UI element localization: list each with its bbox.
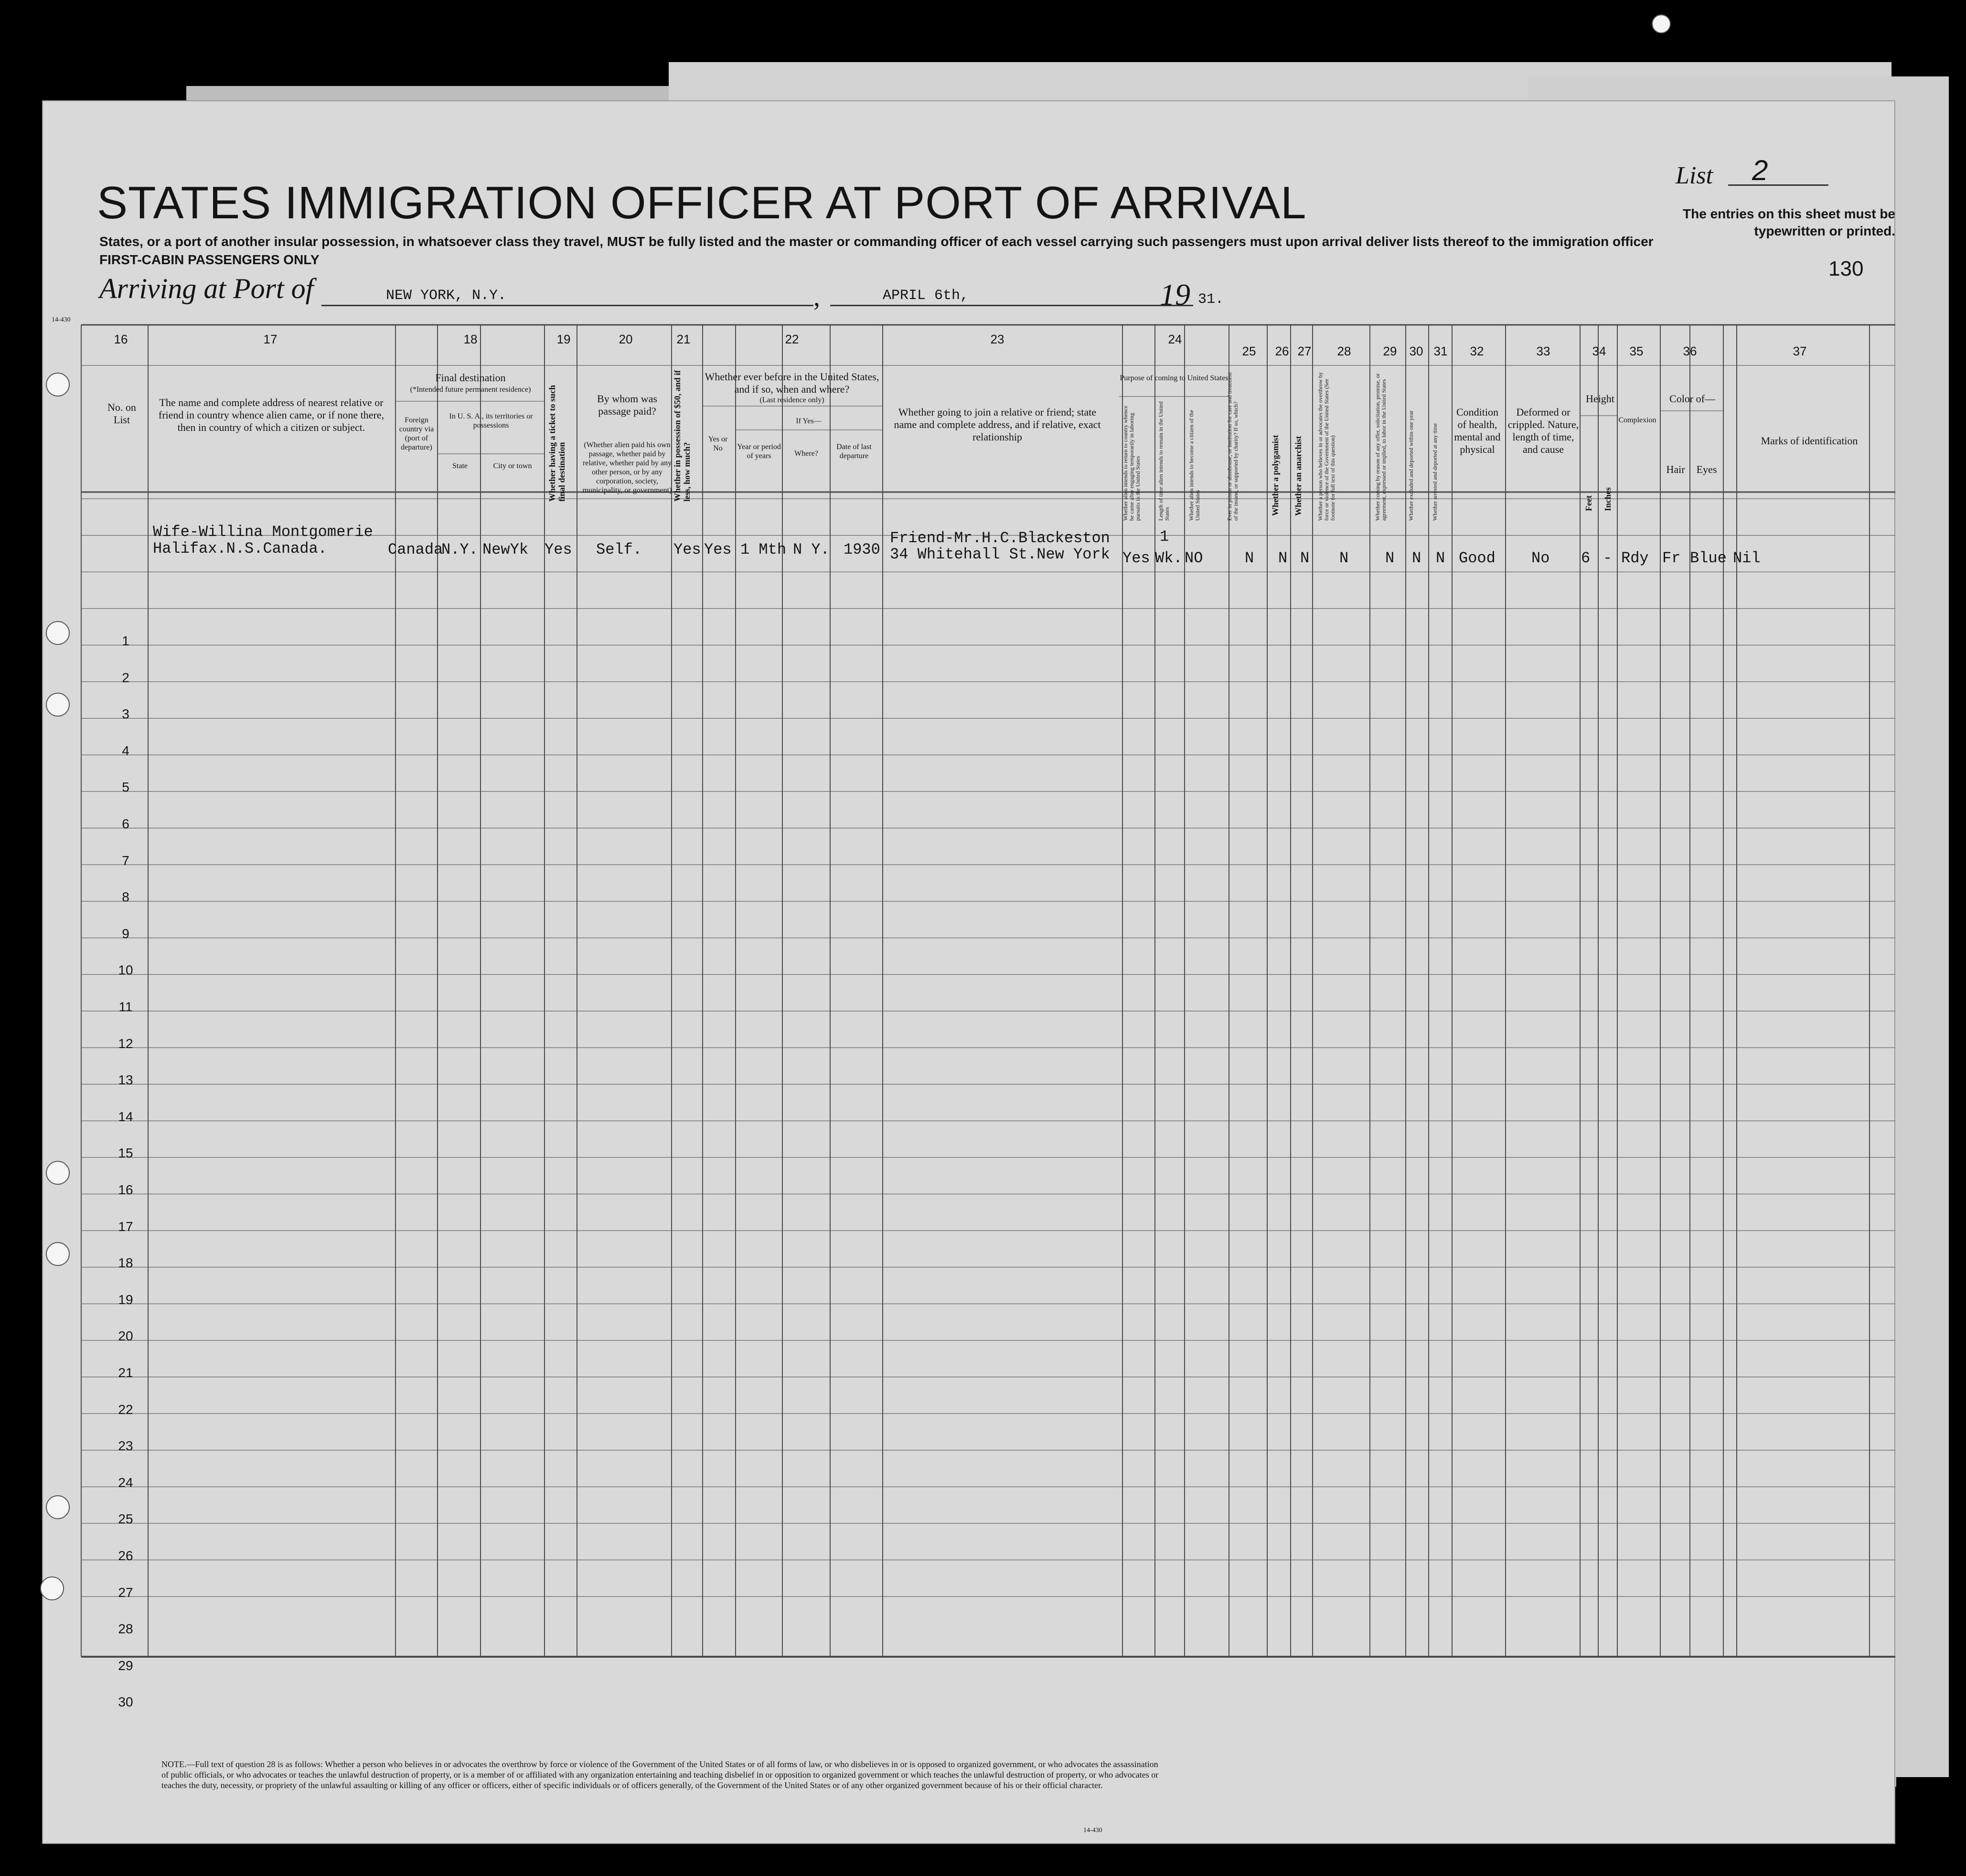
header-ever-before-note: (Last residence only) xyxy=(759,396,824,404)
row-number: 3 xyxy=(122,707,129,722)
row-number: 17 xyxy=(118,1219,133,1234)
binder-hole xyxy=(46,1161,70,1185)
row-number: 27 xyxy=(118,1585,133,1600)
entries-note: The entries on this sheet must be typewritten or printed. xyxy=(1683,206,1895,238)
form-code-top: 14-430 xyxy=(52,316,71,323)
row-number: 15 xyxy=(118,1146,133,1161)
header-height: Height xyxy=(1586,393,1614,405)
header-overthrow: Whether a person who believes in or advocates the overthrow by force or violence of the Government of the United States (See footnote for full text of this question) xyxy=(1317,372,1336,521)
header-deformed: Deformed or crippled. Nature, length of time, and cause xyxy=(1507,406,1579,455)
port-value: NEW YORK, N.Y. xyxy=(386,288,507,304)
col-num-34: 34 xyxy=(1592,344,1606,358)
date-value: APRIL 6th, xyxy=(883,288,969,304)
entry-paid-by: Self. xyxy=(596,541,642,558)
header-labor-offer: Whether coming by reason of any offer, solicitation, promise, or agreement, expressed or implied, to labor in the United States xyxy=(1374,373,1387,521)
col-num-32: 32 xyxy=(1470,344,1484,358)
col-num-26: 26 xyxy=(1275,344,1289,358)
entry-joining-line2: 34 Whitehall St.New York xyxy=(890,546,1110,563)
entry-before-in-us: Yes xyxy=(704,541,732,558)
header-complexion: Complexion xyxy=(1618,416,1656,424)
header-marks: Marks of identification xyxy=(1761,435,1858,447)
row-number: 12 xyxy=(118,1036,133,1051)
list-number: 2 xyxy=(1752,154,1768,186)
col-num-22: 22 xyxy=(785,332,799,346)
header-purpose: Purpose of coming to United States xyxy=(1120,374,1229,382)
row-number: 29 xyxy=(118,1658,133,1673)
entry-return-intent: Yes xyxy=(1122,549,1150,567)
year-suffix: 31. xyxy=(1198,291,1224,308)
col-num-28: 28 xyxy=(1337,344,1351,358)
entry-hair: Fr xyxy=(1662,549,1681,567)
entry-arrested: N xyxy=(1436,549,1445,567)
row-number: 24 xyxy=(118,1475,133,1490)
header-final-destination-note: (*Intended future permanent residence) xyxy=(410,386,531,394)
header-joining: Whether going to join a relative or friend; state name and complete address, and if relative, exact relationship xyxy=(894,406,1101,443)
col-num-30: 30 xyxy=(1409,344,1423,358)
arriving-label: Arriving at Port of xyxy=(99,273,314,304)
header-arrested: Whether arrested and deported at any time xyxy=(1432,423,1438,521)
row-number: 20 xyxy=(118,1329,133,1344)
header-anarchist: Whether an anarchist xyxy=(1293,436,1303,516)
year-prefix: 19 xyxy=(1160,278,1190,311)
row-number: 5 xyxy=(122,780,129,795)
entry-ticket: Yes xyxy=(545,541,572,558)
row-number: 19 xyxy=(118,1292,133,1307)
header-if-yes: If Yes— xyxy=(796,417,822,425)
list-label: List xyxy=(1676,162,1713,189)
header-citizen-intent: Whether alien intends to become a citizen of the United States xyxy=(1188,410,1201,521)
entry-citizen-intent: NO xyxy=(1185,549,1203,567)
row-number: 1 xyxy=(122,633,129,648)
col-num-25: 25 xyxy=(1242,344,1256,358)
entry-polygamist: N xyxy=(1278,549,1288,567)
header-ticket: Whether having a ticket to such final destination xyxy=(547,385,566,502)
col-num-33: 33 xyxy=(1536,344,1550,358)
row-number: 13 xyxy=(118,1072,133,1088)
footnote: NOTE.—Full text of question 28 is as follows: Whether a person who believes in or advocates the overthrow by force or violence of the Government of the United States or of all forms of law, or who disbelieves in or is opposed to organized government, or who advocates the assassination of public officials, or who advocates or teaches the unlawful destruction of property, or is a member of or affiliated with any organization entertaining and teaching disbelief in or opposition to organized government or which teaches the unlawful destruction of property, or who advocates or teaches the duty, necessity, or propriety of the unlawful assaulting or killing of any officer or officers, either of specific individuals or of officers generally, of the Government of the United States or of any other organized government because of his or their official character. xyxy=(161,1759,1159,1790)
row-number: 25 xyxy=(118,1512,133,1527)
entry-marks: Nil xyxy=(1733,549,1761,567)
entry-period: 1 Mth xyxy=(740,541,787,558)
row-number: 4 xyxy=(122,743,129,758)
entry-overthrow: N xyxy=(1339,549,1349,567)
col-num-19: 19 xyxy=(556,332,571,346)
header-date-departure: Date of last departure xyxy=(836,443,872,460)
col-num-18: 18 xyxy=(463,332,478,346)
row-number: 14 xyxy=(118,1109,133,1124)
header-relative-address: The name and complete address of nearest relative or friend in country whence alien came, or if none there, then in country of which a citizen or subject. xyxy=(158,397,385,433)
header-return-intent: Whether alien intends to return to country whence he came after engaging temporarily in laboring pursuits in the United States xyxy=(1122,406,1141,521)
instruction-line: States, or a port of another insular possession, in whatsoever class they travel, MUST be fully listed and the master or commanding officer of each vessel carrying such passengers must upon arrival deliver lists thereof to the immigration officer xyxy=(99,234,1654,249)
row-number: 7 xyxy=(122,853,129,868)
binder-hole xyxy=(46,621,70,645)
header-inches: Inches xyxy=(1603,487,1613,511)
header-eyes: Eyes xyxy=(1696,463,1717,475)
row-number: 9 xyxy=(122,926,129,941)
header-money: Whether in possession of $50, and if less, how much? xyxy=(673,370,692,502)
col-num-31: 31 xyxy=(1433,344,1448,358)
header-hair: Hair xyxy=(1666,463,1685,475)
class-line: FIRST-CABIN PASSENGERS ONLY xyxy=(99,252,320,267)
entry-relative-line1: Wife-Willina Montgomerie xyxy=(153,523,373,541)
header-city: City or town xyxy=(493,462,532,470)
col-num-16: 16 xyxy=(114,332,128,346)
binder-hole xyxy=(46,1495,70,1519)
entry-inches: - xyxy=(1603,549,1613,567)
entry-relative-line2: Halifax.N.S.Canada. xyxy=(153,540,327,557)
row-number: 8 xyxy=(122,890,129,905)
row-number: 10 xyxy=(118,963,133,978)
col-num-36: 36 xyxy=(1683,344,1697,358)
entry-deformed: No xyxy=(1531,549,1550,567)
header-health: Condition of health, mental and physical xyxy=(1454,406,1501,455)
header-feet: Feet xyxy=(1584,495,1593,511)
col-num-23: 23 xyxy=(990,332,1004,346)
entry-money: Yes xyxy=(673,541,701,558)
form-code-bottom: 14-430 xyxy=(1083,1827,1102,1834)
header-yes-no: Yes or No xyxy=(708,435,728,452)
binder-hole xyxy=(46,693,70,717)
col-num-20: 20 xyxy=(619,332,633,346)
comma: , xyxy=(813,282,820,312)
row-number: 18 xyxy=(118,1255,133,1271)
form-ruling xyxy=(42,100,1895,1844)
entry-city: NewYk xyxy=(482,541,529,558)
col-num-37: 37 xyxy=(1793,344,1807,358)
entry-eyes: Blue xyxy=(1690,549,1727,567)
row-number: 16 xyxy=(118,1182,133,1197)
entry-foreign-country: Canada xyxy=(388,541,443,558)
entry-prison: N xyxy=(1245,549,1254,567)
entry-feet: 6 xyxy=(1581,549,1591,567)
col-num-17: 17 xyxy=(263,332,278,346)
entry-health: Good xyxy=(1459,549,1496,567)
row-number: 2 xyxy=(122,670,129,685)
header-year: Year or period of years xyxy=(737,443,781,460)
header-state: State xyxy=(452,462,468,470)
row-number: 23 xyxy=(118,1438,133,1454)
header-polygamist: Whether a polygamist xyxy=(1271,435,1280,516)
entry-length-stay: Wk. xyxy=(1155,549,1183,567)
binder-hole xyxy=(46,1242,70,1266)
header-length-stay: Length of time alien intends to remain in the United States xyxy=(1157,401,1170,521)
header-passage-paid: By whom was passage paid? xyxy=(597,393,657,417)
entry-complexion: Rdy xyxy=(1621,549,1649,567)
header-prison: Ever in prison or almshouse, or institution for care and treatment of the insane, or supported by charity? If so, which? xyxy=(1226,372,1239,521)
entry-date-departure: 1930 xyxy=(844,541,880,558)
row-number: 11 xyxy=(118,999,133,1014)
page-title: STATES IMMIGRATION OFFICER AT PORT OF ARRIVAL xyxy=(97,177,1307,228)
header-where: Where? xyxy=(794,450,818,458)
header-final-destination: Final destination xyxy=(435,372,506,384)
entry-length-stay-top: 1 xyxy=(1160,528,1169,546)
row-number: 6 xyxy=(122,816,129,831)
header-no-on-list: No. on List xyxy=(107,401,136,426)
entry-where: N Y. xyxy=(793,541,830,558)
header-excluded: Whether excluded and deported within one year xyxy=(1408,410,1414,521)
header-foreign-country: Foreign country via (port of departure) xyxy=(399,416,434,451)
header-color-of: Color of— xyxy=(1669,393,1715,405)
col-num-35: 35 xyxy=(1629,344,1644,358)
binder-hole xyxy=(1652,14,1671,33)
page-number: 130 xyxy=(1828,257,1864,280)
col-num-21: 21 xyxy=(676,332,691,346)
entry-joining-line1: Friend-Mr.H.C.Blackeston xyxy=(890,529,1110,547)
entry-excluded: N xyxy=(1412,549,1421,567)
manifest-sheet xyxy=(42,100,1895,1844)
header-in-usa: In U. S. A., its territories or possessions xyxy=(449,412,533,429)
entry-anarchist: N xyxy=(1300,549,1310,567)
row-number: 28 xyxy=(118,1621,133,1637)
header-passage-paid-note: (Whether alien paid his own passage, whether paid by relative, whether paid by any other person, or by any corporation, society, municipality, or government) xyxy=(582,441,672,494)
col-num-29: 29 xyxy=(1383,344,1397,358)
col-num-27: 27 xyxy=(1297,344,1312,358)
row-number: 22 xyxy=(118,1402,133,1417)
row-number: 26 xyxy=(118,1548,133,1563)
col-num-24: 24 xyxy=(1168,332,1182,346)
binder-hole xyxy=(46,373,70,397)
entry-state: N.Y. xyxy=(441,541,478,558)
header-ever-before: Whether ever before in the United States, and if so, when and where? xyxy=(705,371,879,395)
binder-hole xyxy=(40,1576,64,1600)
entry-labor-offer: N xyxy=(1385,549,1395,567)
row-number: 30 xyxy=(118,1694,133,1710)
row-number: 21 xyxy=(118,1365,133,1380)
